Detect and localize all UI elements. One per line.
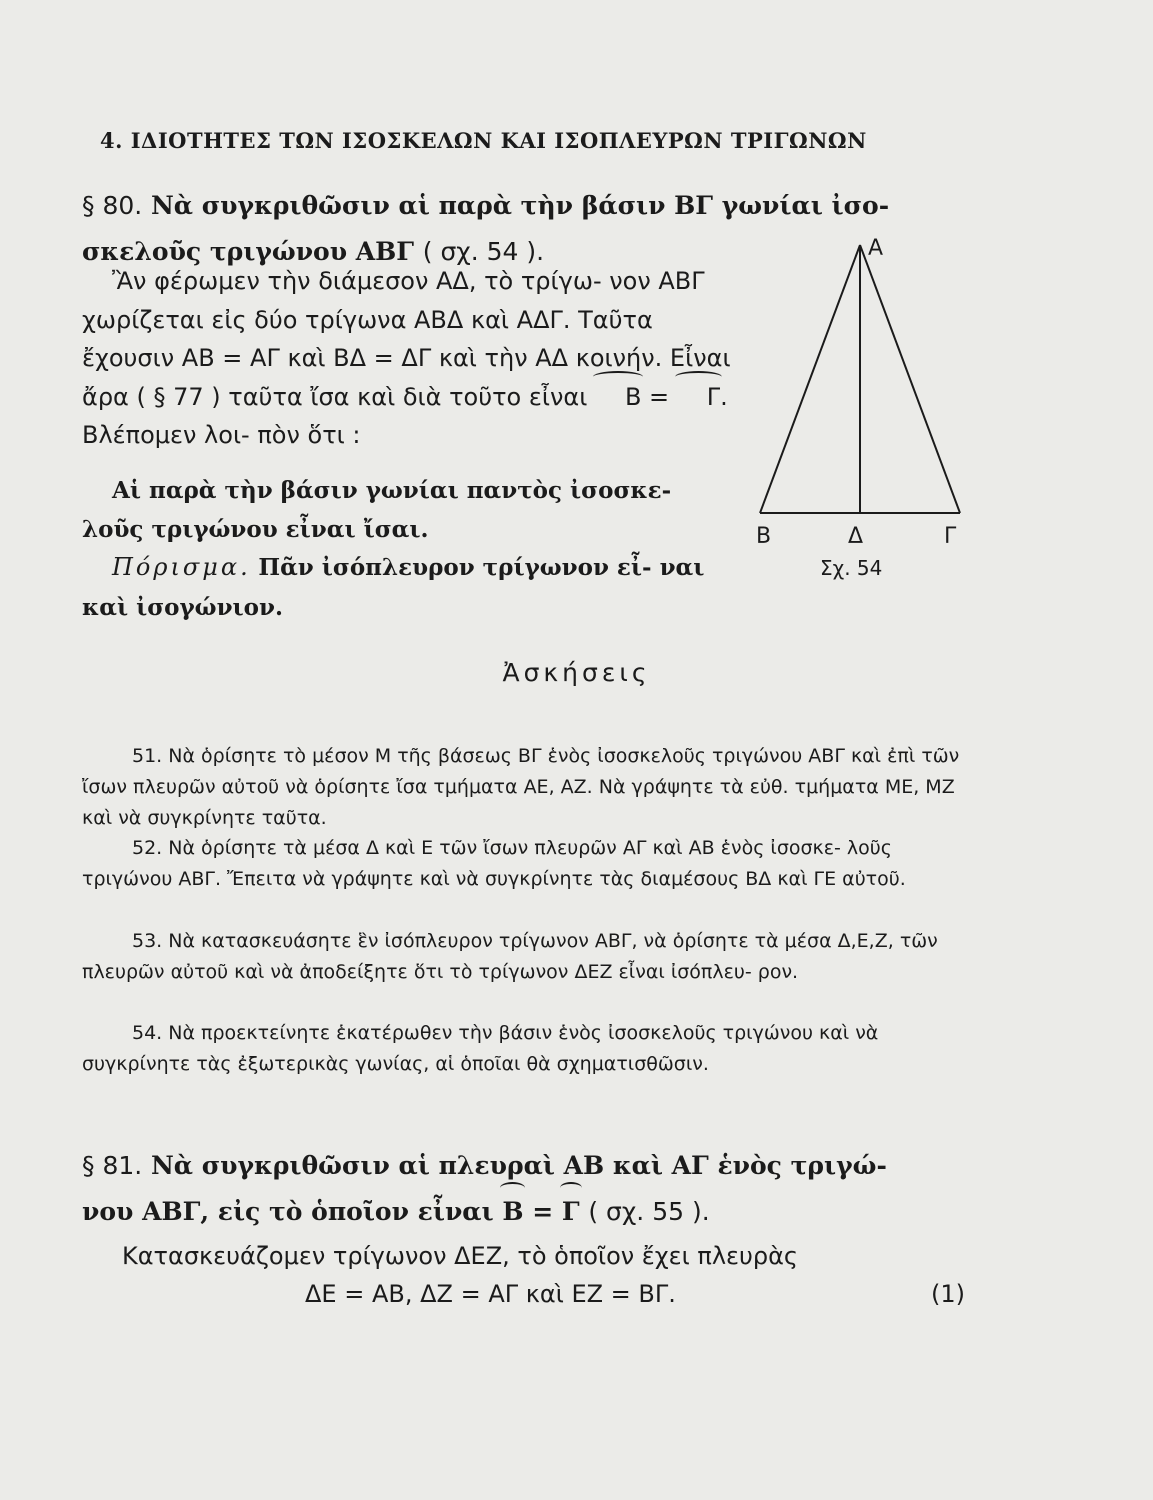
- theorem-statement: Αἱ παρὰ τὴν βάσιν γωνίαι παντὸς ἰσοσκε- λοῦς τριγώνου εἶναι ἴσαι.: [82, 477, 672, 543]
- corollary-label: Πόρισμα.: [112, 553, 251, 581]
- angle-b: Β: [595, 378, 641, 417]
- figure-reference: ( σχ. 54 ).: [422, 237, 545, 266]
- section-80-title-line1: Νὰ συγκριθῶσιν αἱ παρὰ τὴν βάσιν ΒΓ γωνίαι ἰσο-: [150, 191, 890, 220]
- corollary-text: Πᾶν ἰσόπλευρον τρίγωνον εἶ- ναι καὶ ἰσογώνιον.: [82, 554, 705, 621]
- section-80-proof: [82, 262, 732, 455]
- section-81-title: [82, 1143, 987, 1235]
- proof-text-continued: . Βλέπομεν λοι- πὸν ὅτι :: [82, 382, 728, 449]
- angle-g: Γ: [562, 1189, 580, 1235]
- equals-sign: =: [523, 1197, 562, 1226]
- equation-text: ΔΕ = ΑΒ, ΔΖ = ΑΓ καὶ ΕΖ = ΒΓ.: [305, 1280, 676, 1308]
- section-81-title-line1: Νὰ συγκριθῶσιν αἱ πλευραὶ ΑΒ καὶ ΑΓ ἑνὸς τριγώ-: [150, 1151, 887, 1180]
- vertex-label-b: Β: [756, 524, 772, 549]
- figure-54: [730, 225, 990, 585]
- exercise-51: 51. Νὰ ὁρίσητε τὸ μέσον Μ τῆς βάσεως ΒΓ ἑνὸς ἰσοσκελοῦς τριγώνου ΑΒΓ καὶ ἐπὶ τῶν ἴσων πλευρῶν αὐτοῦ νὰ ὁρίσητε ἴσα τμήματα ΑΕ, ΑΖ. Νὰ γράψητε τὰ εὐθ. τμήματα ΜΕ, ΜΖ καὶ νὰ συγκρίνητε ταῦτα.: [82, 745, 960, 829]
- section-81-text: Κατασκευάζομεν τρίγωνον ΔΕΖ, τὸ ὁποῖον ἔχει πλευρὰς: [122, 1242, 799, 1270]
- section-81-number: § 81.: [82, 1151, 143, 1180]
- section-81-title-line2: νου ΑΒΓ, εἰς τὸ ὁποῖον εἶναι: [82, 1197, 494, 1226]
- section-heading: 4. ΙΔΙΟΤΗΤΕΣ ΤΩΝ ΙΣΟΣΚΕΛΩΝ ΚΑΙ ΙΣΟΠΛΕΥΡΩΝ ΤΡΙΓΩΝΩΝ: [100, 128, 867, 153]
- equation-number: (1): [931, 1280, 965, 1308]
- exercise-53: 53. Νὰ κατασκευάσητε ἓν ἰσόπλευρον τρίγωνον ΑΒΓ, νὰ ὁρίσητε τὰ μέσα Δ,Ε,Ζ, τῶν πλευρῶν αὐτοῦ καὶ νὰ ἀποδείξητε ὅτι τὸ τρίγωνον ΔΕΖ εἶναι ἰσόπλευ- ρον.: [82, 930, 938, 983]
- equals-sign: =: [641, 382, 677, 411]
- figure-reference: ( σχ. 55 ).: [588, 1197, 710, 1226]
- vertex-label-a: Α: [868, 236, 884, 261]
- side-ab: [760, 245, 860, 513]
- figure-caption: Σχ. 54: [820, 556, 883, 580]
- proof-text: Ἂν φέρωμεν τὴν διάμεσον ΑΔ, τὸ τρίγω- νον ΑΒΓ χωρίζεται εἰς δύο τρίγωνα ΑΒΔ καὶ ΑΔΓ. Ταῦτα ἔχουσιν ΑΒ = ΑΓ καὶ ΒΔ = ΔΓ καὶ τὴν ΑΔ κοινήν. Εἶναι ἄρα ( § 77 ) ταῦτα ἴσα καὶ διὰ τοῦτο εἶναι: [82, 267, 731, 411]
- angle-g: Γ: [677, 378, 720, 417]
- exercise-54: 54. Νὰ προεκτείνητε ἑκατέρωθεν τὴν βάσιν ἑνὸς ἰσοσκελοῦς τριγώνου καὶ νὰ συγκρίνητε τὰς ἐξωτερικὰς γωνίας, αἱ ὁποῖαι θὰ σχηματισθῶσιν.: [82, 1022, 879, 1075]
- angle-b: Β: [502, 1189, 523, 1235]
- vertex-label-g: Γ: [944, 524, 957, 549]
- exercises-title: Ἀσκήσεις: [502, 658, 651, 687]
- point-label-d: Δ: [848, 524, 864, 549]
- section-80-title-line2: σκελοῦς τριγώνου ΑΒΓ: [82, 237, 415, 266]
- section-80-number: § 80.: [82, 191, 143, 220]
- exercise-52: 52. Νὰ ὁρίσητε τὰ μέσα Δ καὶ Ε τῶν ἴσων πλευρῶν ΑΓ καὶ ΑΒ ἑνὸς ἰσοσκε- λοῦς τριγώνου ΑΒΓ. Ἔπειτα νὰ γράψητε καὶ νὰ συγκρίνητε τὰς διαμέσους ΒΔ καὶ ΓΕ αὐτοῦ.: [82, 837, 906, 890]
- corollary: [82, 548, 732, 627]
- equation-1: [305, 1275, 965, 1313]
- side-ag: [860, 245, 960, 513]
